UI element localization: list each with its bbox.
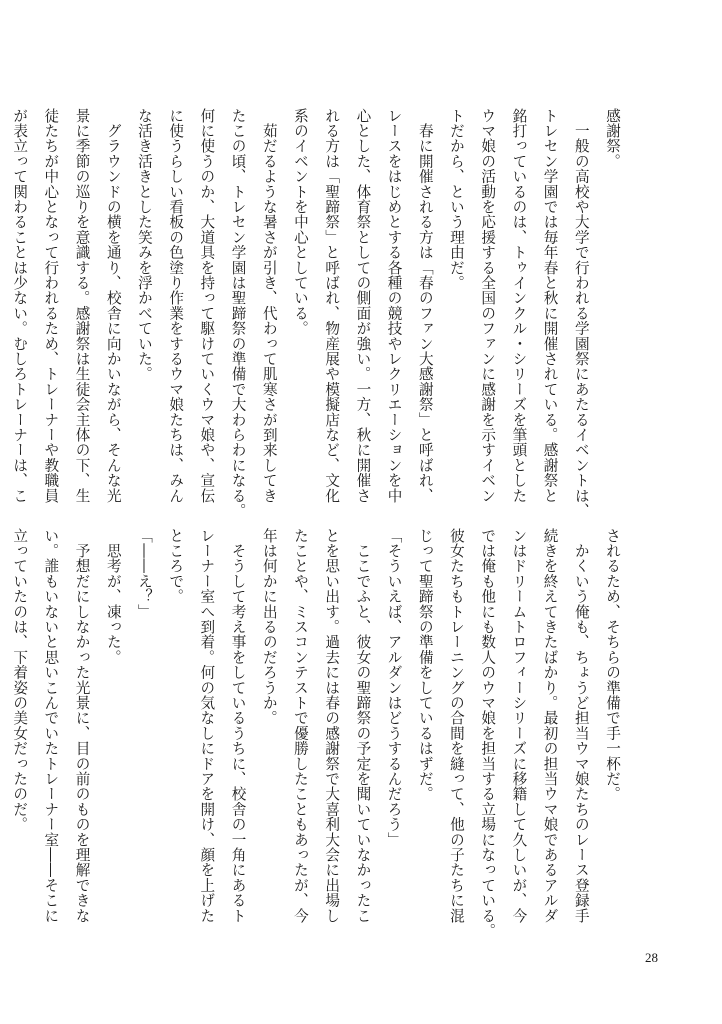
- text-line: 年は何かに出るのだろうか。: [260, 528, 278, 726]
- text-line: トレセン学園では毎年春と秋に開催されている。感謝祭と: [541, 108, 559, 504]
- text-line: 感謝祭。: [604, 108, 621, 169]
- page-number: 28: [645, 950, 658, 965]
- text-line: 続きを終えてきたばかり。最初の担当ウマ娘であるアルダ: [541, 528, 559, 924]
- text-line: い。誰もいないと思いこんでいたトレーナー室――そこに: [42, 528, 60, 924]
- text-line: 徒たちが中心となって行われるため、トレーナーや教職員: [42, 108, 60, 504]
- text-line: 銘打っているのは、トゥインクル・シリーズを筆頭とした: [510, 108, 528, 504]
- text-line: 景に季節の巡りを意識する。感謝祭は生徒会主体の下、生: [73, 108, 91, 504]
- text-line: 何に使うのか、大道具を持って駆けていくウマ娘や、宣伝: [198, 108, 216, 504]
- text-line: レースをはじめとする各種の競技やレクリエーションを中: [385, 108, 403, 504]
- text-line: 「そういえば、アルダンはどうするんだろう」: [385, 528, 403, 848]
- text-line: 立っていたのは、下着姿の美女だったのだ。: [11, 528, 29, 832]
- text-line: レーナー室へ到着。何の気なしにドアを開け、顔を上げた: [198, 528, 216, 924]
- text-line: [0, 108, 4, 498]
- text-line: 茹だるような暑さが引き、代わって肌寒さが到来してき: [260, 108, 278, 504]
- text-line: ところで。: [167, 528, 185, 604]
- text-line: 彼女たちもトレーニングの合間を縫って、他の子たちに混: [447, 528, 465, 924]
- text-line: 予想だにしなかった光景に、目の前のものを理解できな: [73, 528, 91, 924]
- text-line: ここでふと、彼女の聖蹄祭の予定を聞いていなかったこ: [354, 528, 372, 924]
- text-line: ンはドリームトロフィーシリーズに移籍して久しいが、今: [510, 528, 528, 924]
- text-line: とを思い出す。過去には春の感謝祭で大喜利大会に出場し: [323, 528, 341, 924]
- text-line: 春に開催される方は「春のファン大感謝祭」と呼ばれ、: [416, 108, 434, 504]
- text-line: かくいう俺も、ちょうど担当ウマ娘たちのレース登録手: [572, 528, 590, 924]
- text-line: [0, 528, 4, 918]
- text-line: 一般の高校や大学で行われる学園祭にあたるイベントは、: [572, 108, 590, 519]
- text-block-top: [11, 108, 628, 519]
- text-line: されるため、そちらの準備で手一杯だ。: [604, 528, 621, 802]
- text-line: じって聖蹄祭の準備をしているはずだ。: [416, 528, 434, 802]
- text-line: そうして考え事をしているうちに、校舎の一角にあるト: [229, 528, 247, 924]
- text-line: れる方は「聖蹄祭」と呼ばれ、物産展や模擬店など、文化: [323, 108, 341, 504]
- text-block-bottom: [11, 528, 628, 939]
- text-line: な活き活きとした笑みを浮かべていた。: [135, 108, 153, 382]
- text-line: 系のイベントを中心としている。: [291, 108, 309, 336]
- text-line: 心とした、体育祭としての側面が強い。一方、秋に開催さ: [354, 108, 372, 504]
- text-line: 思考が、凍った。: [104, 528, 122, 665]
- text-line: では俺も他にも数人のウマ娘を担当する立場になっている。: [479, 528, 497, 939]
- text-line: に使うらしい看板の色塗り作業をするウマ娘たちは、みん: [167, 108, 185, 504]
- text-line: が表立って関わることは少ない。むしろトレーナーは、こ: [11, 108, 29, 504]
- text-line: 「――え？」: [135, 528, 153, 620]
- text-line: グラウンドの横を通り、校舎に向かいながら、そんな光: [104, 108, 122, 504]
- text-line: たこの頃、トレセン学園は聖蹄祭の準備で大わらわになる。: [229, 108, 247, 519]
- text-line: ウマ娘の活動を応援する全国のファンに感謝を示すイベン: [479, 108, 497, 504]
- text-line: たことや、ミスコンテストで優勝したこともあったが、今: [291, 528, 309, 924]
- text-line: トだから、という理由だ。: [447, 108, 465, 291]
